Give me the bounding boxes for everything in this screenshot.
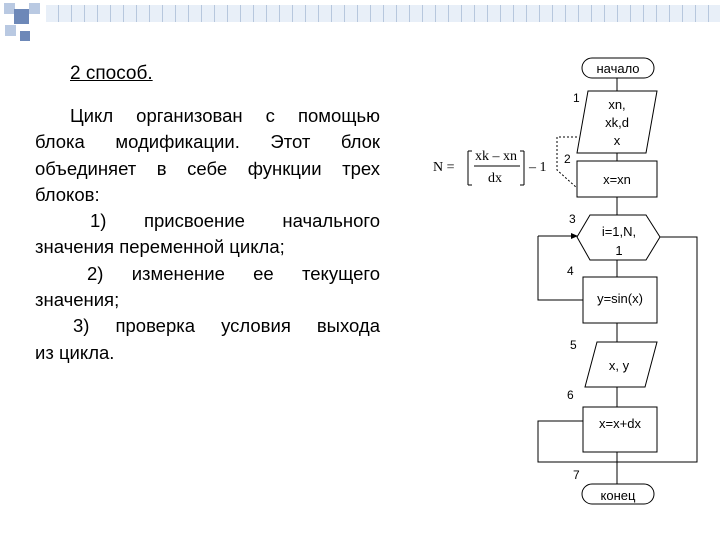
paragraph-line: блоков: (35, 183, 100, 205)
paragraph-line: объединяет в себе функции трех (35, 157, 380, 179)
loop-line: 1 (615, 243, 623, 258)
assign-label: x=xn (603, 172, 631, 187)
loop-return-line (538, 236, 583, 300)
paragraph-line: из цикла. (35, 341, 115, 363)
formula-lhs: N = (433, 160, 455, 175)
formula-numerator: xk – xn (475, 149, 517, 164)
formula (433, 149, 547, 186)
compute-label: y=sin(x) (597, 291, 643, 306)
increment-label: x=x+dx (599, 416, 641, 431)
end-label: конец (600, 488, 636, 503)
paragraph-line: 1) присвоение начального (90, 210, 380, 232)
block-number: 4 (567, 264, 574, 278)
block-number: 5 (570, 338, 577, 352)
paragraph-line: значения переменной цикла; (35, 236, 285, 258)
paragraph-line: 2) изменение ее текущего (87, 262, 380, 284)
input-line: xk,d (605, 115, 629, 130)
paragraph-line: 3) проверка условия выхода (73, 315, 380, 337)
slide-heading: 2 способ. (70, 63, 153, 84)
block-number: 2 (564, 152, 571, 166)
block-number: 3 (569, 212, 576, 226)
loop-line: i=1,N, (601, 224, 637, 239)
paragraph-line: блока модификации. Этот блок (35, 131, 380, 153)
start-label: начало (596, 61, 640, 76)
formula-minus-one: – 1 (529, 160, 547, 175)
input-line: xn, (608, 97, 626, 112)
paragraph-line: Цикл организован с помощью (70, 105, 380, 126)
input-line: x (613, 133, 621, 148)
block-number: 7 (573, 468, 580, 482)
formula-denominator: dx (488, 171, 502, 186)
block-number: 1 (573, 91, 580, 105)
output-label: x, y (608, 358, 630, 373)
paragraph-line: значения; (35, 289, 120, 311)
block-number: 6 (567, 388, 574, 402)
